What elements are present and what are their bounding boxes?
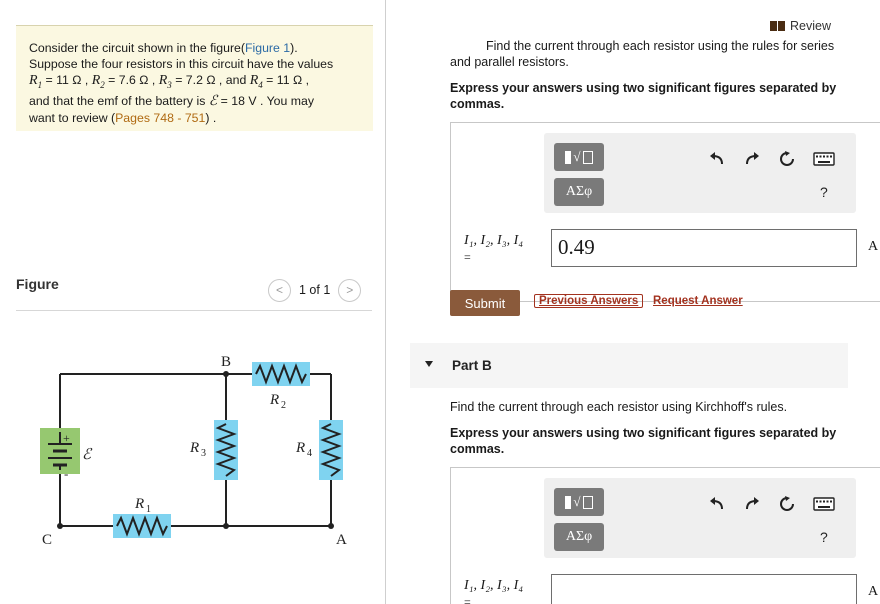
figure-link[interactable]: Figure 1 bbox=[244, 41, 291, 55]
part-b-title: Part B bbox=[452, 358, 492, 373]
math-toolbar bbox=[544, 478, 856, 558]
part-b-prompt: Find the current through each resistor using Kirchhoff's rules. bbox=[450, 400, 788, 414]
redo-icon[interactable] bbox=[742, 494, 762, 514]
variable-label: I₁, I₂, I₃, I₄ = bbox=[464, 233, 524, 264]
plus-sign: + bbox=[63, 431, 70, 445]
caret-down-icon bbox=[425, 361, 433, 367]
review-icon bbox=[770, 21, 785, 31]
template-icon: √ bbox=[565, 149, 592, 165]
minus-sign: - bbox=[64, 466, 69, 481]
chevron-right-icon[interactable]: > bbox=[338, 279, 361, 302]
submit-button[interactable]: Submit bbox=[450, 290, 520, 316]
review-link[interactable] bbox=[770, 19, 831, 33]
label-r4-sub: 4 bbox=[307, 448, 312, 459]
help-icon[interactable]: ? bbox=[820, 529, 828, 545]
part-a-answer-box bbox=[450, 122, 880, 302]
request-answer-link[interactable]: Request Answer bbox=[653, 295, 743, 307]
divider bbox=[16, 310, 372, 311]
keyboard-icon[interactable] bbox=[812, 494, 836, 514]
part-a-prompt: Find the current through each resistor using the rules for series and parallel resistors. bbox=[450, 39, 835, 69]
node-dot bbox=[223, 523, 229, 529]
part-b-answer-box bbox=[450, 467, 880, 604]
node-label-c: C bbox=[42, 532, 53, 548]
part-a-answer-input[interactable]: 0.49 bbox=[551, 229, 857, 267]
label-r2-sub: 2 bbox=[281, 400, 286, 411]
part-b-header[interactable] bbox=[410, 343, 848, 388]
node-dot bbox=[57, 523, 63, 529]
figure-label: Figure bbox=[16, 276, 59, 292]
unit-label: A bbox=[868, 239, 879, 254]
figure-pager bbox=[268, 279, 361, 301]
reset-icon[interactable] bbox=[777, 149, 797, 169]
unit-label: A bbox=[868, 584, 879, 599]
problem-statement: Consider the circuit shown in the figure(Figure 1). Suppose the four resistors in this circuit have the values $R_1 = 11$ Ω , $R_2 = 7.6$ Ω , $R_3 = 7.2$ Ω , and $R_4 = 11$ Ω , and that the emf of the battery is ℰ = 18 V . You may want to review (Pages 748 - 751) . bbox=[16, 25, 373, 131]
label-r3-sub: 3 bbox=[201, 448, 206, 459]
math-toolbar bbox=[544, 133, 856, 213]
pager-text: 1 of 1 bbox=[299, 283, 331, 297]
resistor-values: $R_1 = 11$ Ω , $R_2 = 7.6$ Ω , $R_3 = 7.2$ Ω , and $R_4 = 11$ Ω , bbox=[29, 73, 309, 90]
keyboard-icon[interactable] bbox=[812, 149, 836, 169]
review-label: Review bbox=[790, 19, 831, 33]
pages-link[interactable]: Pages 748 - 751 bbox=[115, 110, 206, 125]
left-panel bbox=[0, 0, 386, 604]
circuit-diagram bbox=[0, 340, 386, 560]
node-label-b: B bbox=[221, 354, 232, 370]
problem-text: ). bbox=[290, 41, 298, 55]
emf-label: ℰ bbox=[82, 447, 92, 463]
redo-icon[interactable] bbox=[742, 149, 762, 169]
chevron-left-icon[interactable]: < bbox=[268, 279, 291, 302]
undo-icon[interactable] bbox=[707, 149, 727, 169]
node-dot bbox=[328, 523, 334, 529]
part-b-instruction: Express your answers using two significant figures separated by commas. bbox=[450, 426, 837, 456]
right-panel bbox=[386, 0, 880, 604]
label-r2: R bbox=[270, 392, 280, 408]
previous-answers-link[interactable]: Previous Answers bbox=[534, 294, 643, 308]
label-r1-sub: 1 bbox=[146, 504, 151, 515]
greek-symbols-button[interactable]: ΑΣφ bbox=[554, 523, 604, 551]
reset-icon[interactable] bbox=[777, 494, 797, 514]
help-icon[interactable]: ? bbox=[820, 184, 828, 200]
problem-text: Suppose the four resistors in this circuit have the values bbox=[29, 57, 334, 71]
undo-icon[interactable] bbox=[707, 494, 727, 514]
label-r4: R bbox=[296, 440, 306, 456]
template-button[interactable] bbox=[554, 488, 604, 516]
label-r3: R bbox=[190, 440, 200, 456]
node-dot bbox=[223, 371, 229, 377]
node-label-a: A bbox=[336, 532, 347, 548]
greek-symbols-button[interactable]: ΑΣφ bbox=[554, 178, 604, 206]
problem-text: Consider the circuit shown in the figure( bbox=[29, 41, 245, 55]
part-a-instruction: Express your answers using two significant figures separated by commas. bbox=[450, 81, 837, 111]
template-icon: √ bbox=[565, 494, 592, 510]
label-r1: R bbox=[135, 496, 145, 512]
variable-label: I₁, I₂, I₃, I₄ = bbox=[464, 578, 524, 604]
template-button[interactable] bbox=[554, 143, 604, 171]
part-b-answer-input[interactable] bbox=[551, 574, 857, 604]
